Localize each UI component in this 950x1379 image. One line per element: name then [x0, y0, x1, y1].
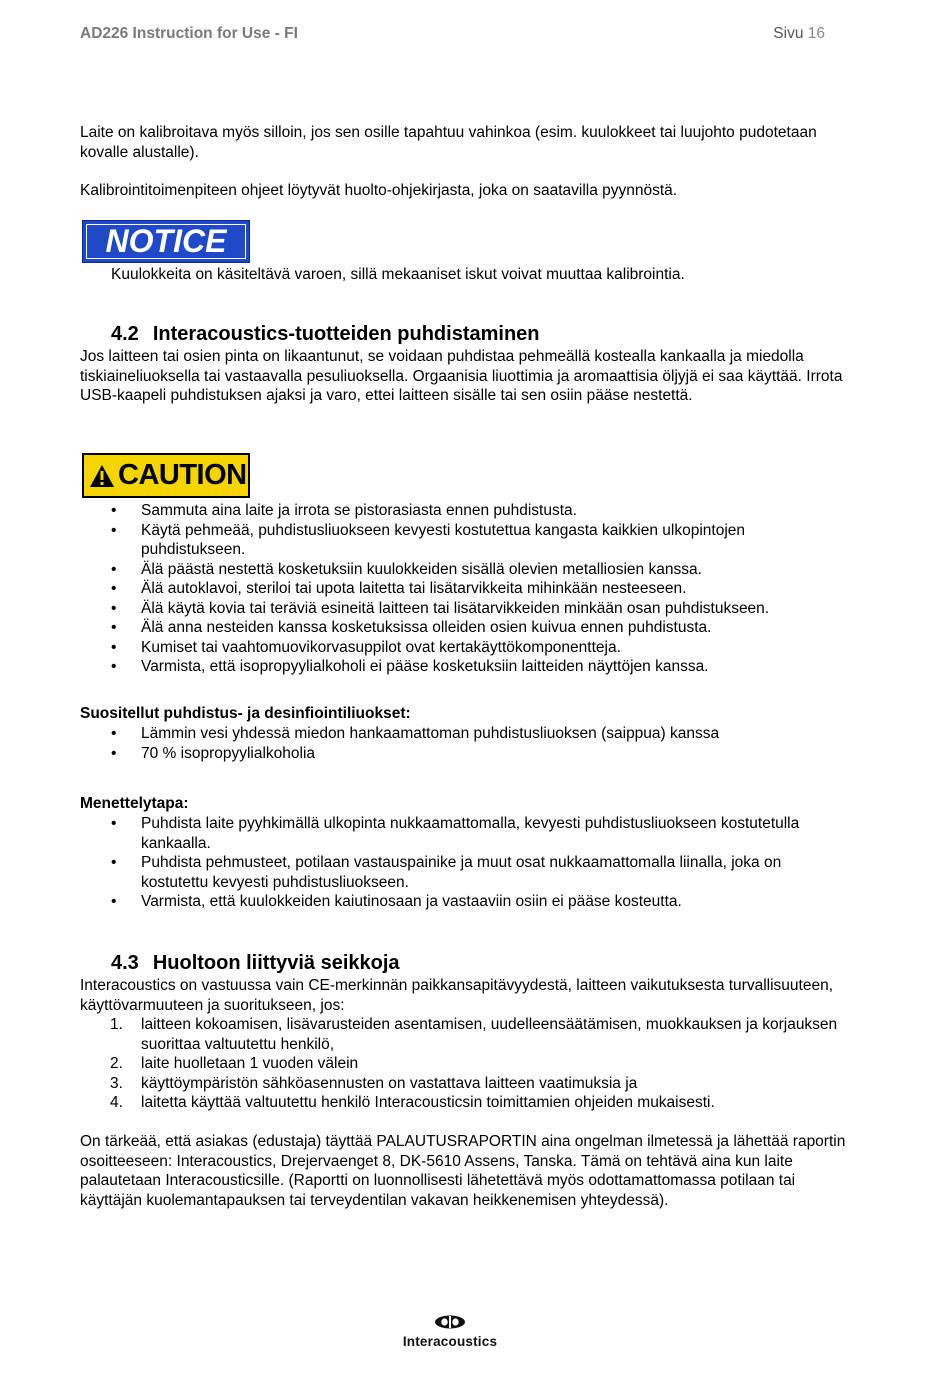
document-title: AD226 Instruction for Use - FI — [80, 25, 298, 42]
section-number: 4.2 — [111, 323, 139, 345]
list-item: • Älä käytä kovia tai teräviä esineitä laitteen tai lisätarvikkeiden minkään osan puhdistukseen. — [111, 599, 770, 617]
list-item: • Sammuta aina laite ja irrota se pistorasiasta ennen puhdistusta. — [111, 502, 577, 519]
recommended-list — [80, 724, 850, 763]
service-conditions-list — [80, 1015, 850, 1113]
section-heading-4-3 — [111, 952, 400, 975]
page-indicator — [773, 25, 825, 43]
caution-badge-label: CAUTION — [118, 459, 247, 491]
list-item: 4. laitetta käyttää valtuutettu henkilö Interacousticsin toimittamien ohjeiden mukaisesti. — [110, 1094, 715, 1111]
procedure-heading: Menettelytapa: — [80, 795, 189, 812]
list-item: 1. laitteen kokoamisen, lisävarusteiden asentamisen, uudelleensäätämisen, muokkauksen ja korjauksen suorittaa valtuutettu henkilö, — [110, 1016, 838, 1053]
list-item: • Puhdista laite pyyhkimällä ulkopinta nukkaamattomalla, kevyesti puhdistusliuokseen kostutetulla kankaalla. — [111, 815, 800, 852]
page-number: 16 — [807, 25, 825, 42]
section-4-2-body: Jos laitteen tai osien pinta on likaantunut, se voidaan puhdistaa pehmeällä kostealla kankaalla ja miedolla tiskiaineliuoksella tai vastaavalla pesuliuoksella. Orgaanisia liuottimia ja aromaattisia öljyjä ei saa käyttää. Irrota USB-kaapeli puhdistuksen ajaksi ja varo, ettei laitteen sisälle tai sen osiin pääse nestettä. — [80, 348, 843, 404]
procedure-list — [80, 814, 850, 912]
warning-triangle-icon — [89, 464, 115, 488]
section-heading-4-2 — [111, 323, 540, 346]
list-item: • Älä autoklavoi, steriloi tai upota laitetta tai lisätarvikkeita mihinkään nesteeseen. — [111, 580, 687, 597]
notice-badge-label: NOTICE — [86, 224, 246, 259]
caution-list — [80, 501, 850, 677]
section-number: 4.3 — [111, 952, 139, 974]
notice-text: Kuulokkeita on käsiteltävä varoen, sillä mekaaniset iskut voivat muuttaa kalibrointia. — [111, 266, 685, 283]
section-title: Interacoustics-tuotteiden puhdistaminen — [152, 323, 540, 345]
list-item: • Varmista, että isopropyylialkoholi ei pääse kosketuksiin laitteiden näyttöjen kanssa. — [111, 658, 709, 675]
list-item: • Varmista, että kuulokkeiden kaiutinosaan ja vastaaviin osiin ei pääse kosteutta. — [111, 893, 682, 910]
intro-paragraph-1: Laite on kalibroitava myös silloin, jos sen osille tapahtuu vahinkoa (esim. kuulokkeet tai luujohto pudotetaan kovalle alustalle). — [80, 124, 817, 161]
section-4-3-body: Interacoustics on vastuussa vain CE-merkinnän paikkansapitävyydestä, laitteen vaikutuksesta turvallisuuteen, käyttövarmuuteen ja suoritukseen, jos: — [80, 977, 834, 1014]
logo-wordmark: Interacoustics — [402, 1334, 498, 1349]
recommended-heading: Suositellut puhdistus- ja desinfiointiliuokset: — [80, 705, 411, 722]
intro-paragraph-2: Kalibrointitoimenpiteen ohjeet löytyvät huolto-ohjekirjasta, joka on saatavilla pyynnöstä. — [80, 182, 678, 199]
list-item: • Käytä pehmeää, puhdistusliuokseen kevyesti kostutettua kangasta kaikkien ulkopintojen puhdistukseen. — [111, 521, 746, 558]
list-item: • Puhdista pehmusteet, potilaan vastauspainike ja muut osat nukkaamattomalla liinalla, joka on kostutettu kevyesti puhdistusliuokseen. — [111, 854, 782, 891]
list-item: • Lämmin vesi yhdessä miedon hankaamattoman puhdistusliuoksen (saippua) kanssa — [111, 725, 720, 742]
interacoustics-logo — [389, 1315, 511, 1349]
list-item: • Älä päästä nestettä kosketuksiin kuulokkeiden sisällä olevien metalliosien kanssa. — [111, 560, 702, 578]
page-label: Sivu — [773, 25, 804, 42]
page-header — [80, 25, 825, 45]
section-4-3-closing: On tärkeää, että asiakas (edustaja) täyttää PALAUTUSRAPORTIN aina ongelman ilmetessä ja lähettää raportin osoitteeseen: Interacoustics, Drejervaenget 8, DK-5610 Assens, Tanska. Tämä on tehtävä aina kun laite palautetaan Interacousticsille. (Raportti on luonnollisesti lähetettävä myös odottamattomassa potilaan tai käyttäjän kuolemantapauksen tai terveydentilan vakavan heikkenemisen yhteydessä). — [80, 1133, 846, 1209]
list-item: • Älä anna nesteiden kanssa kosketuksissa olleiden osien kuivua ennen puhdistusta. — [111, 619, 712, 636]
list-item: 2. laite huolletaan 1 vuoden välein — [110, 1055, 359, 1072]
list-item: • Kumiset tai vaahtomuovikorvasuppilot ovat kertakäyttökomponentteja. — [111, 638, 621, 656]
list-item: 3. käyttöympäristön sähköasennusten on vastattava laitteen vaatimuksia ja — [110, 1074, 638, 1092]
interacoustics-logo-icon — [434, 1315, 466, 1329]
notice-badge — [82, 220, 250, 263]
list-item: • 70 % isopropyylialkoholia — [111, 744, 316, 762]
caution-badge — [82, 453, 250, 498]
section-title: Huoltoon liittyviä seikkoja — [152, 952, 400, 974]
